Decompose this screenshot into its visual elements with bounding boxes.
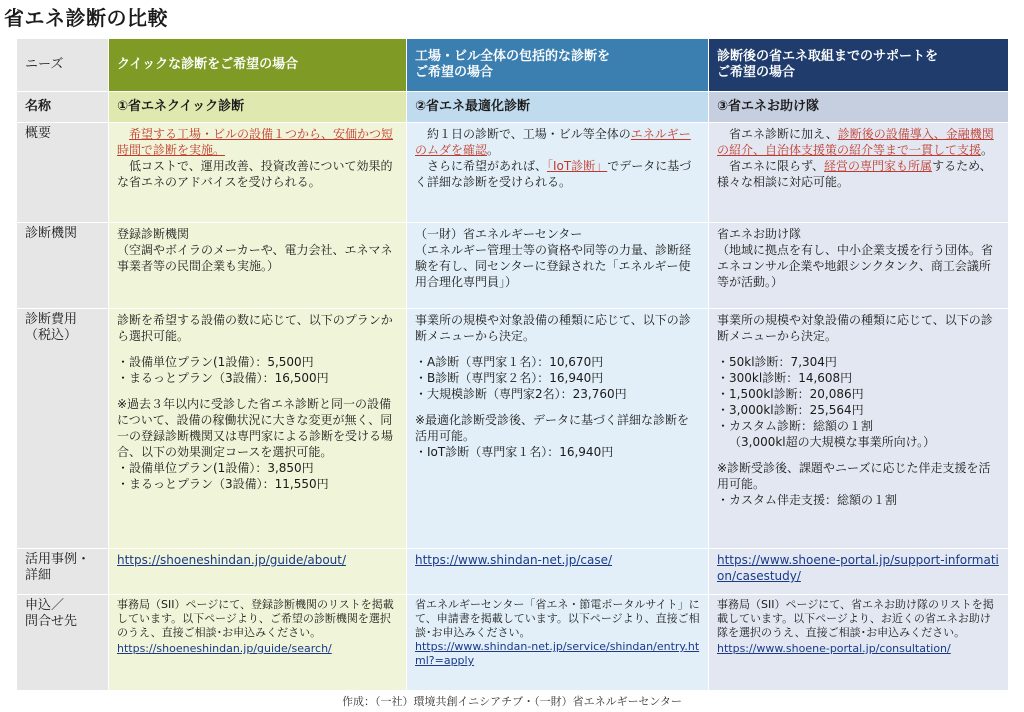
needs-quick: クイックな診断をご希望の場合 <box>109 39 407 92</box>
org-support-sub: （地域に拠点を有し、中小企業支援を行う団体。省エネコンサル企業や地銀シンクタンク、商工会議所等が活動。） <box>717 243 994 289</box>
fee-optimization <box>407 309 709 549</box>
credit-footer: 作成：（一社）環境共創イニシアチブ・（一財）省エネルギーセンター <box>342 695 682 708</box>
apply-quick-text: 事務局（SII）ページにて、登録診断機関のリストを掲載しています。以下ページより、ご希望の診断機関を選択のうえ、直接ご相談･お申込みください。 <box>117 598 394 639</box>
org-row <box>17 223 1009 309</box>
needs-support: 診断後の省エネ取組までのサポートを ご希望の場合 <box>709 39 1009 92</box>
apply-support <box>709 595 1009 691</box>
fee-item: ・設備単位プラン(1設備）：5,500円 <box>117 355 314 369</box>
cases-support-link[interactable]: https://www.shoene-portal.jp/support-information/casestudy/ <box>717 553 999 583</box>
fee-support-intro: 事業所の規模や対象設備の種類に応じて、以下の診断メニューから決定。 <box>717 313 993 343</box>
comparison-table <box>16 38 1009 691</box>
overview-support-p2: 省エネに限らず、経営の専門家も所属するため、様々な相談に対応可能。 <box>717 159 992 189</box>
fee-item: ・B診断（専門家２名）：16,940円 <box>415 371 604 385</box>
overview-quick <box>109 123 407 223</box>
row-label-apply: 申込／ 問合せ先 <box>17 595 109 691</box>
org-quick-main: 登録診断機関 <box>117 227 190 241</box>
overview-row <box>17 123 1009 223</box>
fee-item: ・まるっとプラン（3設備）：11,550円 <box>117 477 329 491</box>
apply-optimization <box>407 595 709 691</box>
fee-item: ・まるっとプラン（3設備）：16,500円 <box>117 371 329 385</box>
fee-item: ・3,000kl診断：25,564円 <box>717 403 864 417</box>
fee-item: ・1,500kl診断：20,086円 <box>717 387 864 401</box>
org-optimization <box>407 223 709 309</box>
fee-item: ・設備単位プラン(1設備）：3,850円 <box>117 461 314 475</box>
fee-item: ・IoT診断（専門家１名）：16,940円 <box>415 445 614 459</box>
page-title: 省エネ診断の比較 <box>4 6 168 30</box>
overview-optimization-p2: さらに希望があれば、「IoT診断」でデータに基づく詳細な診断を受けられる。 <box>415 159 692 189</box>
overview-optimization-p1: 約１日の診断で、工場・ビル等全体のエネルギーのムダを確認。 <box>415 127 691 157</box>
name-optimization: ②省エネ最適化診断 <box>407 92 709 123</box>
cases-quick-link[interactable]: https://shoeneshindan.jp/guide/about/ <box>117 553 347 567</box>
row-label-name: 名称 <box>17 92 109 123</box>
fee-quick-note: ※過去３年以内に受診した省エネ診断と同一の設備について、設備の稼働状況に大きな変更が無く、同一の登録診断機関又は専門家による診断を受ける場合、以下の効果測定コースを選択可能。 <box>117 397 394 459</box>
fee-item: （3,000kl超の大規模な事業所向け。） <box>729 435 936 449</box>
cases-row <box>17 549 1009 595</box>
overview-support <box>709 123 1009 223</box>
fee-item: ・大規模診断（専門家2名）：23,760円 <box>415 387 627 401</box>
needs-optimization: 工場・ビル全体の包括的な診断を ご希望の場合 <box>407 39 709 92</box>
org-quick-sub: （空調やボイラのメーカーや、電力会社、エネマネ事業者等の民間企業も実施。） <box>117 243 393 273</box>
fee-support <box>709 309 1009 549</box>
fee-optimization-intro: 事業所の規模や対象設備の種類に応じて、以下の診断メニューから決定。 <box>415 313 691 343</box>
fee-item: ・カスタム伴走支援：総額の１割 <box>717 493 898 507</box>
apply-optimization-link[interactable]: https://www.shindan-net.jp/service/shindan/entry.html?=apply <box>415 640 700 667</box>
overview-quick-text: 低コストで、運用改善、投資改善について効果的な省エネのアドバイスを受けられる。 <box>117 159 393 189</box>
fee-row <box>17 309 1009 549</box>
apply-optimization-text: 省エネルギーセンター「省エネ・節電ポータルサイト」にて、申請書を掲載しています。以下ページより、直接ご相談･お申込みください。 <box>415 598 700 639</box>
row-label-needs: ニーズ <box>17 39 109 92</box>
name-support: ③省エネお助け隊 <box>709 92 1009 123</box>
apply-quick-link[interactable]: https://shoeneshindan.jp/guide/search/ <box>117 642 332 655</box>
cases-support <box>709 549 1009 595</box>
overview-support-p1: 省エネ診断に加え、診断後の設備導入、金融機関の紹介、自治体支援策の紹介等まで一貫して支援。 <box>717 127 994 157</box>
apply-quick <box>109 595 407 691</box>
row-label-org: 診断機関 <box>17 223 109 309</box>
cases-optimization <box>407 549 709 595</box>
org-optimization-main: （一財）省エネルギーセンター <box>415 227 583 241</box>
row-label-overview: 概要 <box>17 123 109 223</box>
fee-item: ・50kl診断：7,304円 <box>717 355 837 369</box>
cases-optimization-link[interactable]: https://www.shindan-net.jp/case/ <box>415 553 613 567</box>
org-optimization-sub: （エネルギー管理士等の資格や同等の力量、診断経験を有し、同センターに登録された「エネルギー使用合理化専門員」） <box>415 243 692 289</box>
name-quick: ①省エネクイック診断 <box>109 92 407 123</box>
apply-support-link[interactable]: https://www.shoene-portal.jp/consultation/ <box>717 642 951 655</box>
org-support <box>709 223 1009 309</box>
fee-support-note: ※診断受診後、課題やニーズに応じた伴走支援を活用可能。 <box>717 461 991 491</box>
fee-item: ・A診断（専門家１名）：10,670円 <box>415 355 604 369</box>
overview-quick-highlight: 希望する工場・ビルの設備１つから、安価かつ短時間で診断を実施。 <box>117 127 394 157</box>
fee-quick-intro: 診断を希望する設備の数に応じて、以下のプランから選択可能。 <box>117 313 393 343</box>
name-row <box>17 92 1009 123</box>
apply-support-text: 事務局（SII）ページにて、省エネお助け隊のリストを掲載しています。以下ページより、お近くの省エネお助け隊を選択のうえ、直接ご相談･お申込みください。 <box>717 598 994 639</box>
fee-item: ・300kl診断：14,608円 <box>717 371 853 385</box>
fee-optimization-note: ※最適化診断受診後、データに基づく詳細な診断を活用可能。 <box>415 413 690 443</box>
cases-quick <box>109 549 407 595</box>
fee-quick <box>109 309 407 549</box>
needs-row <box>17 39 1009 92</box>
fee-item: ・カスタム診断：総額の１割 <box>717 419 874 433</box>
apply-row <box>17 595 1009 691</box>
row-label-fee: 診断費用 （税込） <box>17 309 109 549</box>
org-support-main: 省エネお助け隊 <box>717 227 802 241</box>
overview-optimization <box>407 123 709 223</box>
row-label-cases: 活用事例・ 詳細 <box>17 549 109 595</box>
org-quick <box>109 223 407 309</box>
